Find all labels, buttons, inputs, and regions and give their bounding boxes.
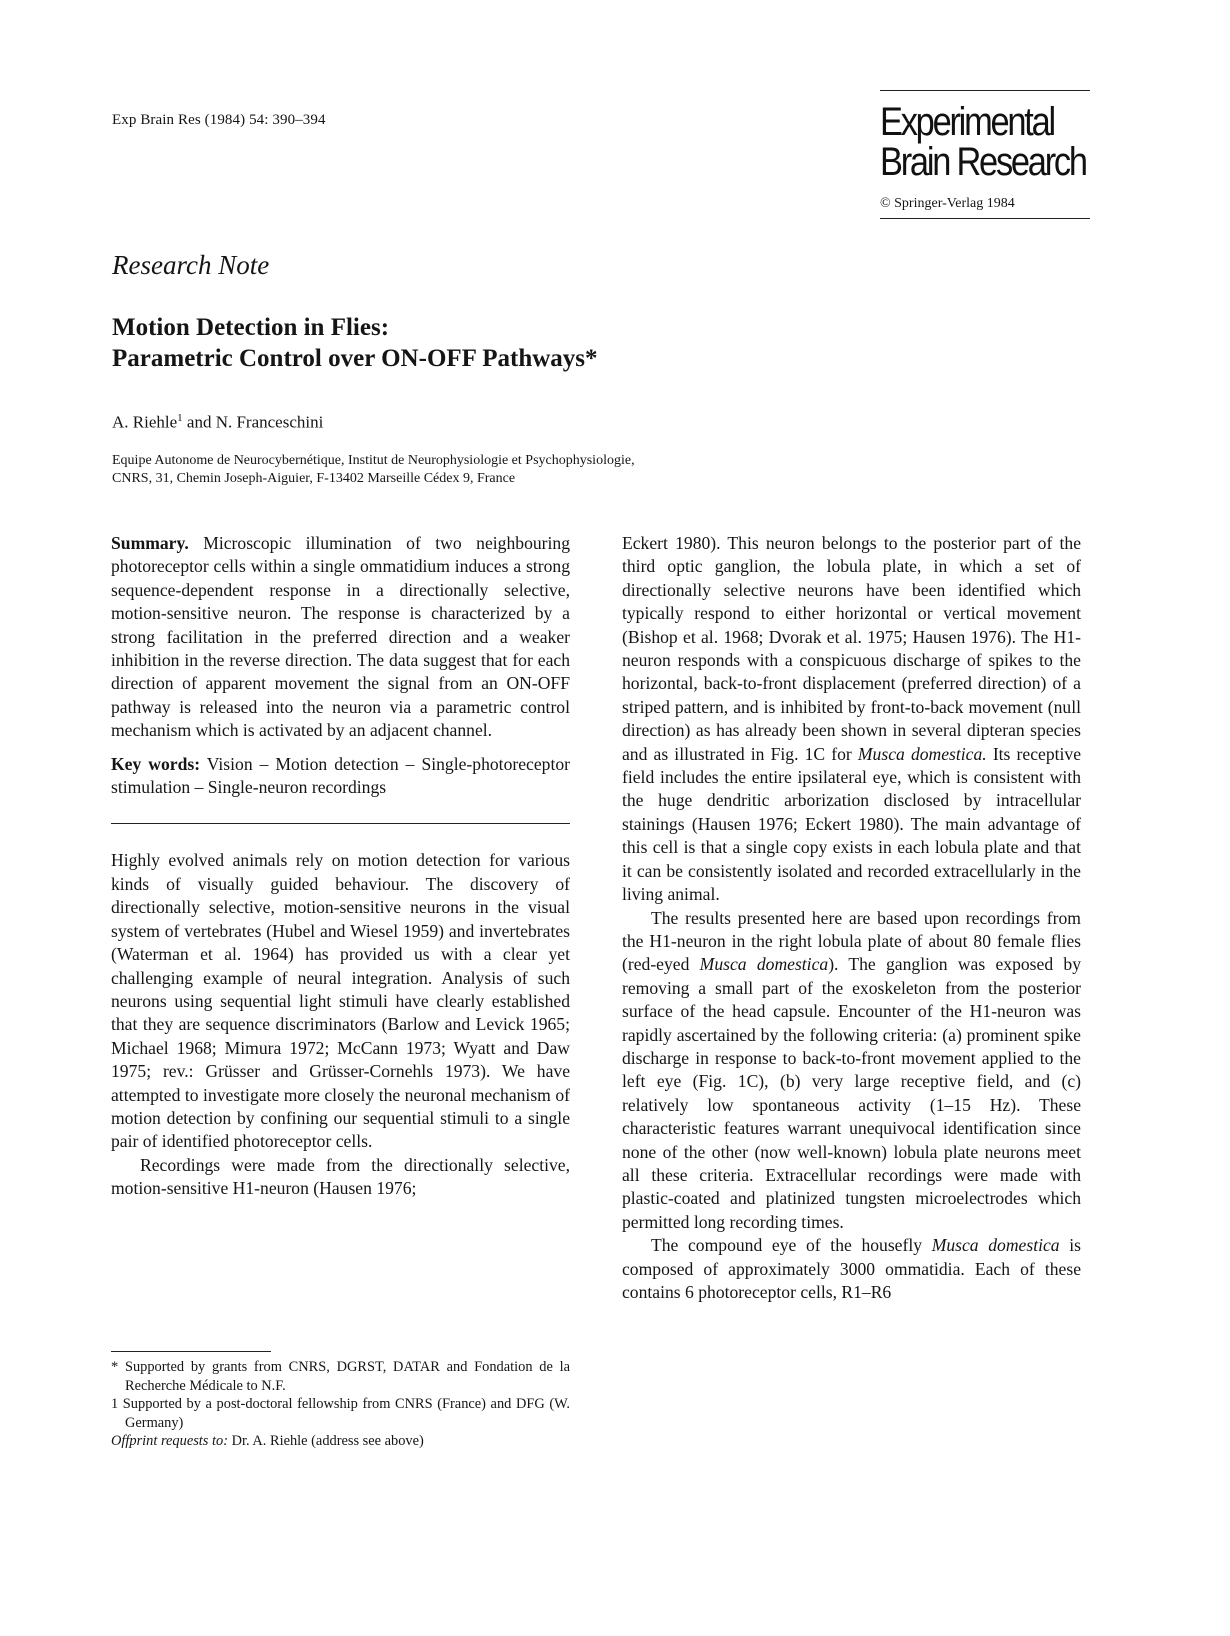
logo-top-rule: [880, 90, 1090, 91]
journal-citation: Exp Brain Res (1984) 54: 390–394: [112, 112, 326, 128]
body-text: Eckert 1980). This neuron belongs to the posterior part of the third optic ganglion, the lobula plate, in which a set of directionally selective neurons have been identified which typically respond to either horizontal or vertical movement (Bishop et al. 1968; Dvorak et al. 1975; Hausen 1976). The H1-neuron responds with a conspicuous discharge of spikes to the horizontal, back-to-front displacement (preferred direction) of a striped pattern, and is inhibited by front-to-back movement (null direction) as has already been shown in several dipteran species and as illustrated in Fig. 1C for: [622, 533, 1081, 764]
affiliation-line-1: Equipe Autonome de Neurocybernétique, Institut de Neurophysiologie et Psychophysiologie,: [112, 453, 635, 468]
copyright-notice: © Springer-Verlag 1984: [880, 196, 1015, 211]
footnotes: [111, 1358, 570, 1451]
species-name: Musca domestica.: [857, 743, 987, 764]
author-footnote-mark: 1: [177, 412, 183, 424]
body-paragraph: [622, 1234, 1081, 1304]
title-line-1: Motion Detection in Flies:: [112, 314, 390, 341]
logo-bottom-rule: [880, 218, 1090, 219]
body-paragraph: [622, 907, 1081, 1235]
paper-title: [112, 312, 598, 374]
journal-logo-line2: Brain Research: [880, 140, 1086, 184]
author-list: [112, 412, 323, 433]
left-column: [111, 532, 570, 1201]
species-name: Musca domestica: [931, 1235, 1060, 1256]
keywords-paragraph: [111, 753, 570, 800]
body-paragraph: Recordings were made from the directionally selective, motion-sensitive H1-neuron (Hausen 1976;: [111, 1154, 570, 1199]
affiliation: [112, 452, 635, 488]
body-text: is composed of approximately 3000 ommatidia. Each of these contains 6 photoreceptor cells, R1–R6: [622, 1235, 1081, 1302]
summary-text: Microscopic illumination of two neighbouring photoreceptor cells within a single ommatidium induces a strong sequence-dependent response in a directionally selective, motion-sensitive neuron. The response is characterized by a strong facilitation in the preferred direction and a weaker inhibition in the reverse direction. The data suggest that for each direction of apparent movement the signal from an ON-OFF pathway is released into the neuron via a parametric control mechanism which is activated by an adjacent channel.: [111, 533, 570, 741]
offprint-request: [111, 1432, 570, 1451]
body-text: Its receptive field includes the entire ipsilateral eye, which is consistent with the huge dendritic arborization disclosed by intracellular stainings (Hausen 1976; Eckert 1980). The main advantage of this cell is that a single copy exists in each lobula plate and that it can be consistently isolated and recorded extracellularly in the living animal.: [622, 743, 1081, 905]
journal-logo: [880, 102, 1086, 182]
summary-label: Summary.: [111, 533, 189, 553]
footnote-funding: * Supported by grants from CNRS, DGRST, DATAR and Fondation de la Recherche Médicale to N.F.: [111, 1359, 570, 1394]
keywords-text: Vision – Motion detection – Single-photoreceptor stimulation – Single-neuron recordings: [111, 753, 570, 798]
footnote-divider: [111, 1351, 271, 1352]
section-label: Research Note: [112, 250, 270, 280]
body-text: ). The ganglion was exposed by removing a small part of the exoskeleton from the posterior surface of the head capsule. Encounter of the H1-neuron was rapidly ascertained by the following criteria: (a) prominent spike discharge in response to back-to-front movement applied to the left eye (Fig. 1C), (b) very large receptive field, and (c) relatively low spontaneous activity (1–15 Hz). These characteristic features warrant unequivocal identification since none of the other (now well-known) lobula plate neurons meet all these criteria. Extracellular recordings were made with plastic-coated and platinized tungsten microelectrodes which permitted long recording times.: [622, 954, 1081, 1232]
summary-paragraph: [111, 532, 570, 743]
body-paragraph: [622, 532, 1081, 907]
offprint-text: Dr. A. Riehle (address see above): [228, 1433, 424, 1449]
keywords-label: Key words:: [111, 753, 201, 774]
body-text: The results presented here are based upon recordings from the H1-neuron in the right lobula plate of about 80 female flies (red-eyed: [622, 907, 1081, 975]
journal-logo-line1: Experimental: [880, 100, 1054, 144]
footnote-fellowship: 1 Supported by a post-doctoral fellowship from CNRS (France) and DFG (W. Germany): [111, 1396, 570, 1431]
author-rest: and N. Franceschini: [182, 412, 324, 432]
right-column: [622, 532, 1081, 1304]
author-first: A. Riehle: [112, 412, 178, 432]
title-line-2: Parametric Control over ON-OFF Pathways*: [112, 345, 598, 372]
body-paragraph: Highly evolved animals rely on motion detection for various kinds of visually guided behaviour. The discovery of directionally selective, motion-sensitive neurons in the visual system of vertebrates (Hubel and Wiesel 1959) and invertebrates (Waterman et al. 1964) has provided us with a clear yet challenging example of neural integration. Analysis of such neurons using sequential light stimuli have clearly established that they are sequence discriminators (Barlow and Levick 1965; Michael 1968; Mimura 1972; McCann 1973; Wyatt and Daw 1975; rev.: Grüsser and Grüsser-Cornehls 1973). We have attempted to investigate more closely the neuronal mechanism of motion detection by confining our sequential stimuli to a single pair of identified photoreceptor cells.: [111, 850, 570, 1152]
body-text: The compound eye of the housefly: [651, 1235, 932, 1256]
offprint-label: Offprint requests to:: [111, 1433, 228, 1449]
affiliation-line-2: CNRS, 31, Chemin Joseph-Aiguier, F-13402 Marseille Cédex 9, France: [112, 471, 516, 486]
abstract-divider: [111, 823, 570, 824]
species-name: Musca domestica: [699, 954, 829, 975]
